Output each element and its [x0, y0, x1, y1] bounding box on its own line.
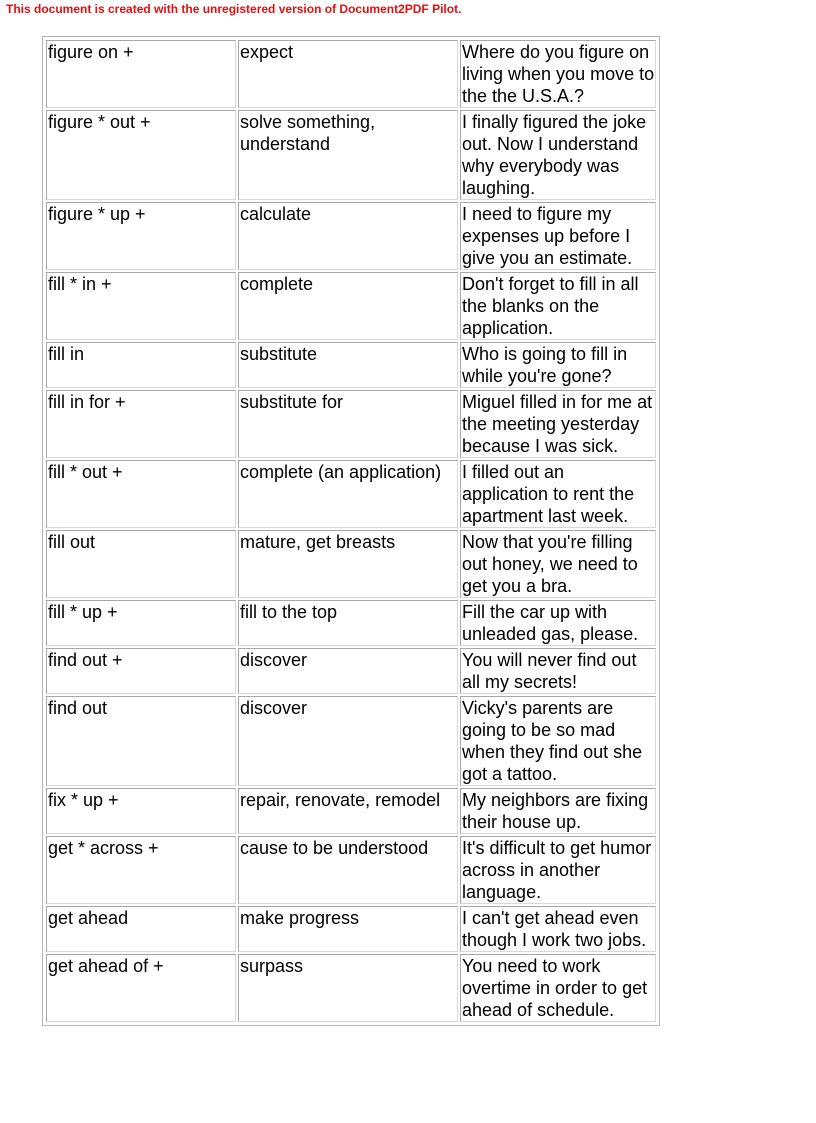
- table-row: [46, 530, 656, 598]
- table-row: [46, 272, 656, 340]
- table-row: [46, 906, 656, 952]
- example-cell: Don't forget to fill in all the blanks on the application.: [460, 272, 656, 340]
- meaning-cell: fill to the top: [238, 600, 458, 646]
- meaning-cell: discover: [238, 648, 458, 694]
- table-row: [46, 836, 656, 904]
- meaning-cell: make progress: [238, 906, 458, 952]
- phrasal-verb-cell: fill out: [46, 530, 236, 598]
- phrasal-verb-cell: figure * up +: [46, 202, 236, 270]
- meaning-cell: expect: [238, 40, 458, 108]
- meaning-cell: complete (an application): [238, 460, 458, 528]
- example-cell: I finally figured the joke out. Now I understand why everybody was laughing.: [460, 110, 656, 200]
- example-cell: I can't get ahead even though I work two jobs.: [460, 906, 656, 952]
- meaning-cell: substitute for: [238, 390, 458, 458]
- meaning-cell: solve something, understand: [238, 110, 458, 200]
- table-row: [46, 460, 656, 528]
- phrasal-verbs-table: [42, 36, 660, 1026]
- table-row: [46, 954, 656, 1022]
- phrasal-verb-cell: fix * up +: [46, 788, 236, 834]
- phrasal-verb-cell: find out +: [46, 648, 236, 694]
- phrasal-verb-cell: fill * up +: [46, 600, 236, 646]
- example-cell: Where do you figure on living when you move to the the U.S.A.?: [462, 42, 655, 106]
- phrasal-verb-cell: get ahead of +: [46, 954, 236, 1022]
- watermark-banner: This document is created with the unregistered version of Document2PDF Pilot.: [6, 2, 462, 16]
- meaning-cell: cause to be understood: [238, 836, 458, 904]
- table-row: [46, 110, 656, 200]
- example-cell: Who is going to fill in while you're gone?: [460, 342, 656, 388]
- table-body: [46, 40, 656, 1022]
- example-cell: Fill the car up with unleaded gas, please.: [460, 600, 656, 646]
- table-row: [46, 202, 656, 270]
- phrasal-verb-cell: fill * out +: [46, 460, 236, 528]
- meaning-cell: discover: [238, 696, 458, 786]
- table-row: [46, 390, 656, 458]
- table-row: [46, 342, 656, 388]
- meaning-cell: calculate: [238, 202, 458, 270]
- phrasal-verb-cell: get ahead: [46, 906, 236, 952]
- table-row: [46, 696, 656, 786]
- meaning-cell: repair, renovate, remodel: [238, 788, 458, 834]
- meaning-cell: surpass: [238, 954, 458, 1022]
- example-cell: Now that you're filling out honey, we need to get you a bra.: [460, 530, 656, 598]
- example-cell: Miguel filled in for me at the meeting yesterday because I was sick.: [460, 390, 656, 458]
- table-row: [46, 648, 656, 694]
- table-row: [46, 40, 656, 108]
- meaning-cell: mature, get breasts: [238, 530, 458, 598]
- example-cell: I need to figure my expenses up before I give you an estimate.: [460, 202, 656, 270]
- phrasal-verb-cell: fill in for +: [46, 390, 236, 458]
- phrasal-verb-cell: get * across +: [46, 836, 236, 904]
- example-cell: It's difficult to get humor across in another language.: [460, 836, 656, 904]
- phrasal-verbs-grid: [44, 38, 658, 1024]
- phrasal-verb-cell: find out: [46, 696, 236, 786]
- example-cell: Vicky's parents are going to be so mad when they find out she got a tattoo.: [460, 696, 656, 786]
- example-cell: You will never find out all my secrets!: [460, 648, 656, 694]
- example-cell: My neighbors are fixing their house up.: [460, 788, 656, 834]
- phrasal-verb-cell: fill * in +: [46, 272, 236, 340]
- meaning-cell: complete: [238, 272, 458, 340]
- phrasal-verb-cell: fill in: [46, 342, 236, 388]
- meaning-cell: substitute: [238, 342, 458, 388]
- example-cell: I filled out an application to rent the apartment last week.: [460, 460, 656, 528]
- phrasal-verb-cell: figure * out +: [46, 110, 236, 200]
- table-row: [46, 600, 656, 646]
- example-cell: You need to work overtime in order to get ahead of schedule.: [460, 954, 656, 1022]
- table-row: [46, 788, 656, 834]
- phrasal-verb-cell: figure on +: [46, 40, 236, 108]
